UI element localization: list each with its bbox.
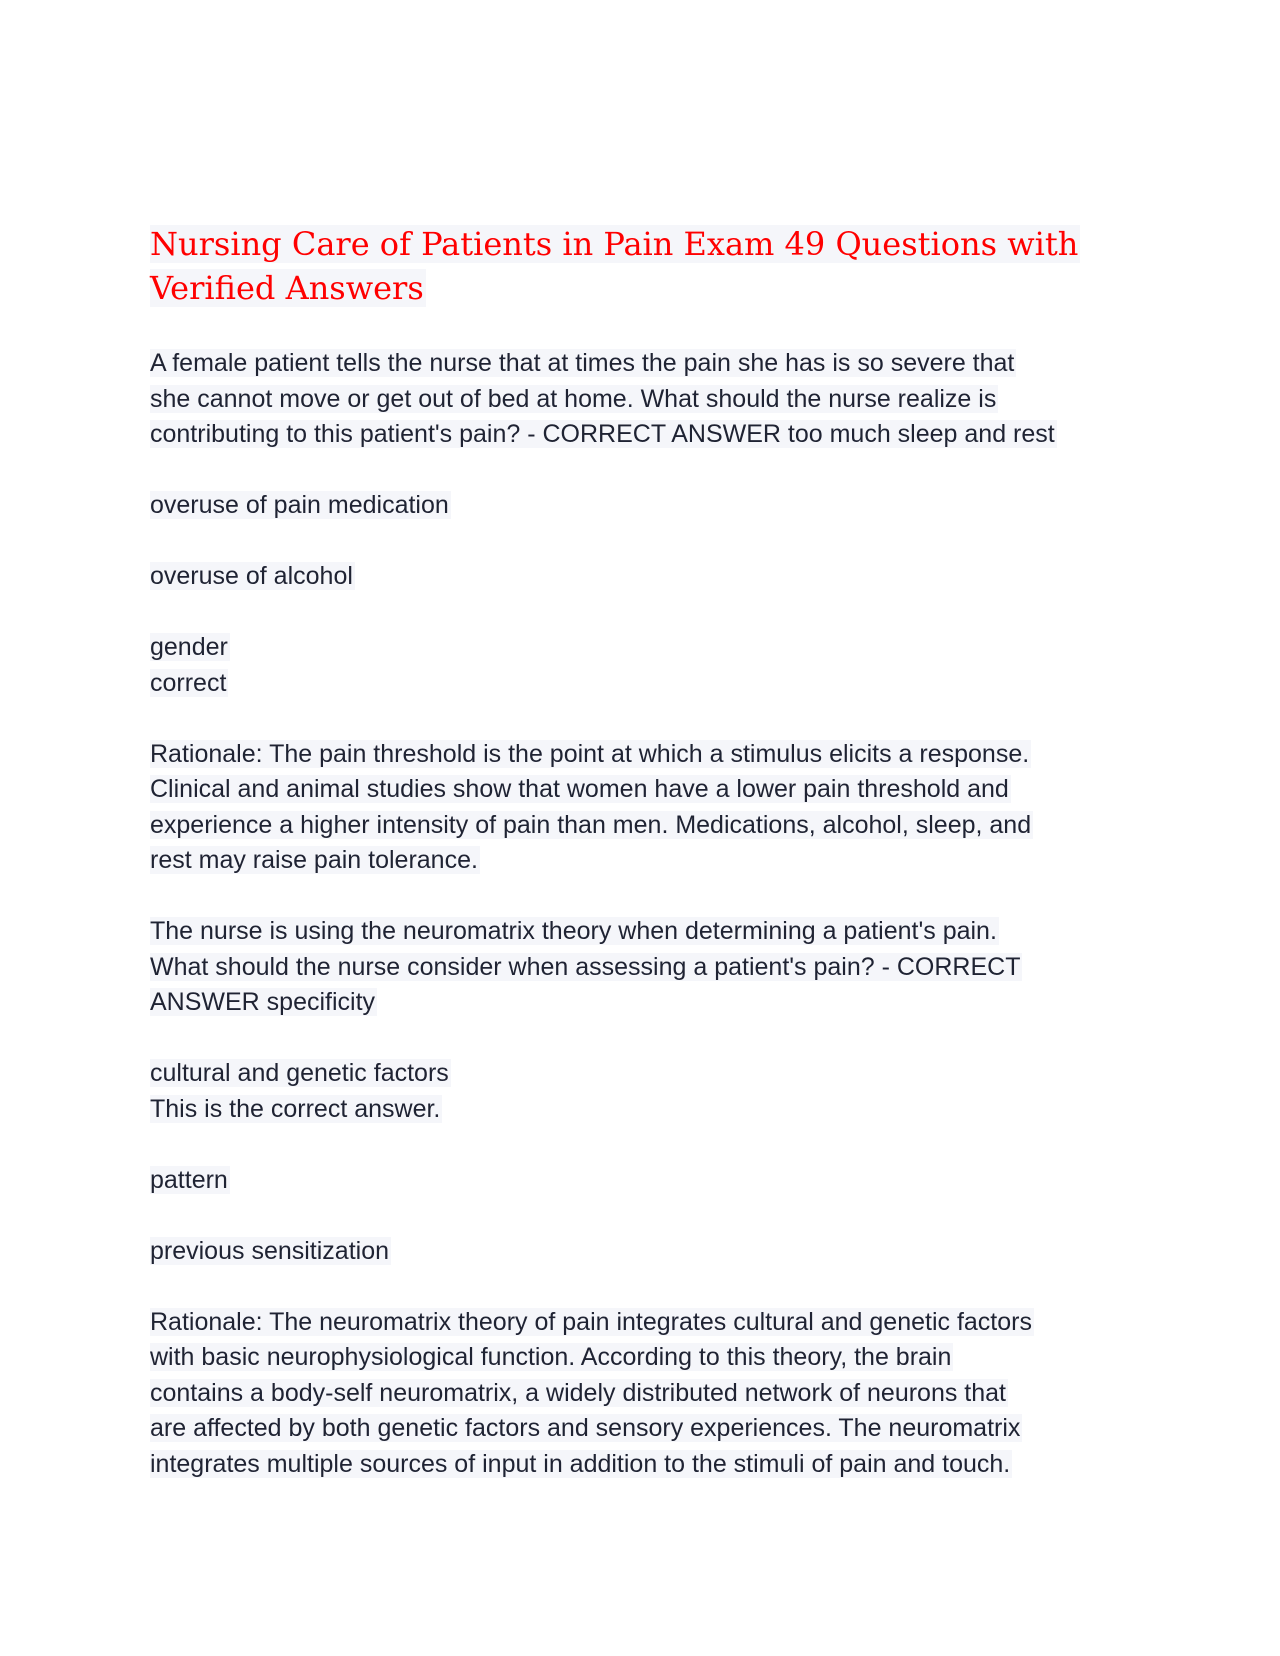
document-title — [150, 222, 1130, 310]
text-line: gender — [150, 633, 228, 661]
paragraph-gap — [150, 701, 1130, 737]
text-line: This is the correct answer. — [150, 1094, 441, 1123]
text-line: previous sensitization — [150, 1236, 390, 1265]
option-2b — [150, 1056, 1130, 1127]
option-2d — [150, 1234, 1130, 1270]
text-line: overuse of pain medication — [150, 491, 449, 519]
text-line: What should the nurse consider when assessing a patient's pain? - CORRECT — [150, 952, 1021, 981]
rationale-1 — [150, 737, 1130, 879]
text-line: she cannot move or get out of bed at home. What should the nurse realize is — [150, 384, 997, 413]
text-line: with basic neurophysiological function. According to this theory, the brain — [150, 1343, 952, 1371]
question-2 — [150, 914, 1130, 1021]
text-line: ANSWER specificity — [150, 988, 376, 1016]
text-line: Rationale: The pain threshold is the point at which a stimulus elicits a response. — [150, 739, 1030, 768]
text-line: contributing to this patient's pain? - CORRECT ANSWER too much sleep and rest — [150, 420, 1055, 448]
title-line: Verified Answers — [150, 269, 424, 307]
text-line: contains a body-self neuromatrix, a widely distributed network of neurons that — [150, 1378, 1007, 1407]
paragraph-gap — [150, 1127, 1130, 1163]
text-line: integrates multiple sources of input in addition to the stimuli of pain and touch. — [150, 1449, 1011, 1478]
text-line: rest may raise pain tolerance. — [150, 846, 478, 874]
text-line: Clinical and animal studies show that women have a lower pain threshold and — [150, 775, 1009, 803]
option-2c — [150, 1163, 1130, 1199]
paragraph-gap — [150, 1021, 1130, 1057]
text-line: A female patient tells the nurse that at times the pain she has is so severe that — [150, 349, 1015, 377]
paragraph-gap — [150, 595, 1130, 631]
text-line: are affected by both genetic factors and sensory experiences. The neuromatrix — [150, 1414, 1021, 1442]
option-1b — [150, 488, 1130, 524]
rationale-2 — [150, 1305, 1130, 1483]
paragraph-gap — [150, 1269, 1130, 1305]
text-line: Rationale: The neuromatrix theory of pain integrates cultural and genetic factors — [150, 1307, 1032, 1336]
text-line: cultural and genetic factors — [150, 1059, 449, 1087]
document-content — [150, 222, 1130, 1482]
paragraph-gap — [150, 453, 1130, 489]
option-1c — [150, 559, 1130, 595]
document-body — [150, 346, 1130, 1482]
paragraph-gap — [150, 879, 1130, 915]
text-line: overuse of alcohol — [150, 562, 353, 590]
text-line: experience a higher intensity of pain than men. Medications, alcohol, sleep, and — [150, 810, 1032, 839]
option-1d — [150, 630, 1130, 701]
paragraph-gap — [150, 524, 1130, 560]
text-line: The nurse is using the neuromatrix theory when determining a patient's pain. — [150, 917, 997, 945]
paragraph-gap — [150, 1198, 1130, 1234]
title-line: Nursing Care of Patients in Pain Exam 49 Questions with — [150, 225, 1079, 263]
text-line: correct — [150, 668, 227, 697]
question-1 — [150, 346, 1130, 453]
text-line: pattern — [150, 1165, 228, 1194]
